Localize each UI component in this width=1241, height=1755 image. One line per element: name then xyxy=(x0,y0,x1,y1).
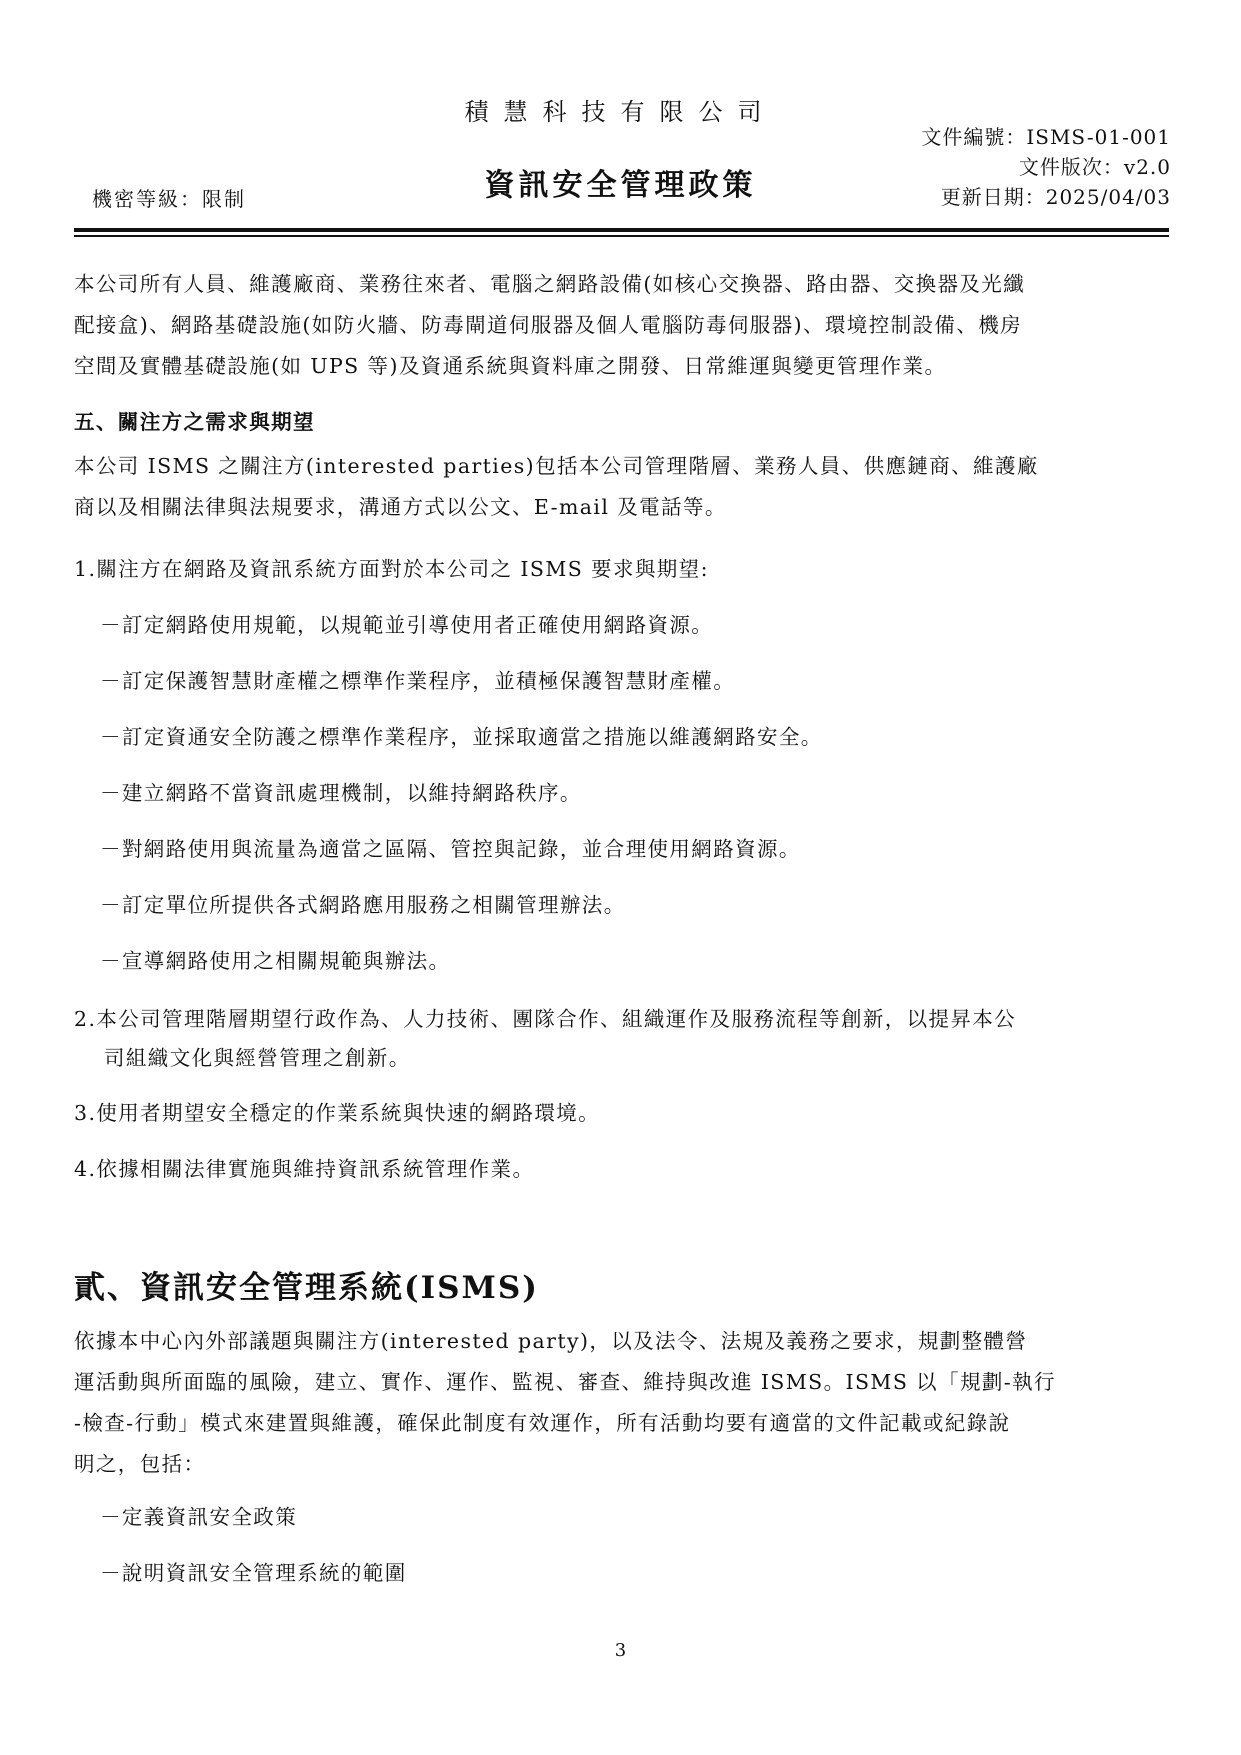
sub-list-item: －訂定資通安全防護之標準作業程序，並採取適當之措施以維護網路安全。 xyxy=(100,725,823,749)
doc-number: 文件編號：ISMS-01-001 xyxy=(921,125,1171,149)
chapter2-paragraph-line: 依據本中心內外部議題與關注方(interested party)，以及法令、法規及義務之要求，規劃整體營 xyxy=(74,1329,1028,1353)
document-title: 資訊安全管理政策 xyxy=(484,168,757,203)
chapter2-paragraph-line: 明之，包括： xyxy=(74,1452,206,1476)
header-rule-thin xyxy=(74,235,1169,237)
intro-line: 配接盒)、網路基礎設施(如防火牆、防毒閘道伺服器及個人電腦防毒伺服器)、環境控制設備、機房 xyxy=(74,313,1022,337)
list-item-2-continued: 司組織文化與經營管理之創新。 xyxy=(104,1046,411,1070)
header-rule-thick xyxy=(74,228,1169,232)
chapter2-paragraph-line: -檢查-行動」模式來建置與維護，確保此制度有效運作，所有活動均要有適當的文件記載或紀錄說 xyxy=(74,1411,1011,1435)
sub-list-item: －訂定單位所提供各式網路應用服務之相關管理辦法。 xyxy=(100,893,626,917)
chapter2-paragraph-line: 運活動與所面臨的風險，建立、實作、運作、監視、審查、維持與改進 ISMS。ISMS 以「規劃-執行 xyxy=(74,1370,1056,1394)
list-item-2: 2.本公司管理階層期望行政作為、人力技術、團隊合作、組織運作及服務流程等創新，以提昇本公 xyxy=(74,1007,1017,1031)
company-name: 積慧科技有限公司 xyxy=(464,98,777,126)
section5-paragraph-line: 本公司 ISMS 之關注方(interested parties)包括本公司管理階層、業務人員、供應鏈商、維護廠 xyxy=(74,454,1039,478)
sub-list-item: －定義資訊安全政策 xyxy=(100,1505,298,1529)
list-item-4: 4.依據相關法律實施與維持資訊系統管理作業。 xyxy=(74,1157,535,1181)
sub-list-item: －說明資訊安全管理系統的範圍 xyxy=(100,1561,407,1585)
intro-line: 空間及實體基礎設施(如 UPS 等)及資通系統與資料庫之開發、日常維運與變更管理作業。 xyxy=(74,354,947,378)
sub-list-item: －訂定保護智慧財產權之標準作業程序，並積極保護智慧財產權。 xyxy=(100,669,736,693)
chapter-heading: 貳、資訊安全管理系統(ISMS) xyxy=(74,1270,539,1306)
intro-line: 本公司所有人員、維護廠商、業務往來者、電腦之網路設備(如核心交換器、路由器、交換器及光纖 xyxy=(74,272,1026,296)
section-heading: 五、關注方之需求與期望 xyxy=(74,410,315,434)
list-item-3: 3.使用者期望安全穩定的作業系統與快速的網路環境。 xyxy=(74,1101,601,1125)
sub-list-item: －對網路使用與流量為適當之區隔、管控與記錄，並合理使用網路資源。 xyxy=(100,837,801,861)
section5-paragraph-line: 商以及相關法律與法規要求，溝通方式以公文、E-mail 及電話等。 xyxy=(74,495,727,519)
sub-list-item: －訂定網路使用規範，以規範並引導使用者正確使用網路資源。 xyxy=(100,613,714,637)
sub-list-item: －宣導網路使用之相關規範與辦法。 xyxy=(100,949,451,973)
page-number: 3 xyxy=(614,1640,627,1661)
classification-label: 機密等級：限制 xyxy=(92,187,246,211)
doc-updated-date: 更新日期：2025/04/03 xyxy=(940,185,1171,209)
list-item-1: 1.關注方在網路及資訊系統方面對於本公司之 ISMS 要求與期望: xyxy=(74,557,709,581)
doc-version: 文件版次：v2.0 xyxy=(1018,155,1171,179)
sub-list-item: －建立網路不當資訊處理機制，以維持網路秩序。 xyxy=(100,781,582,805)
